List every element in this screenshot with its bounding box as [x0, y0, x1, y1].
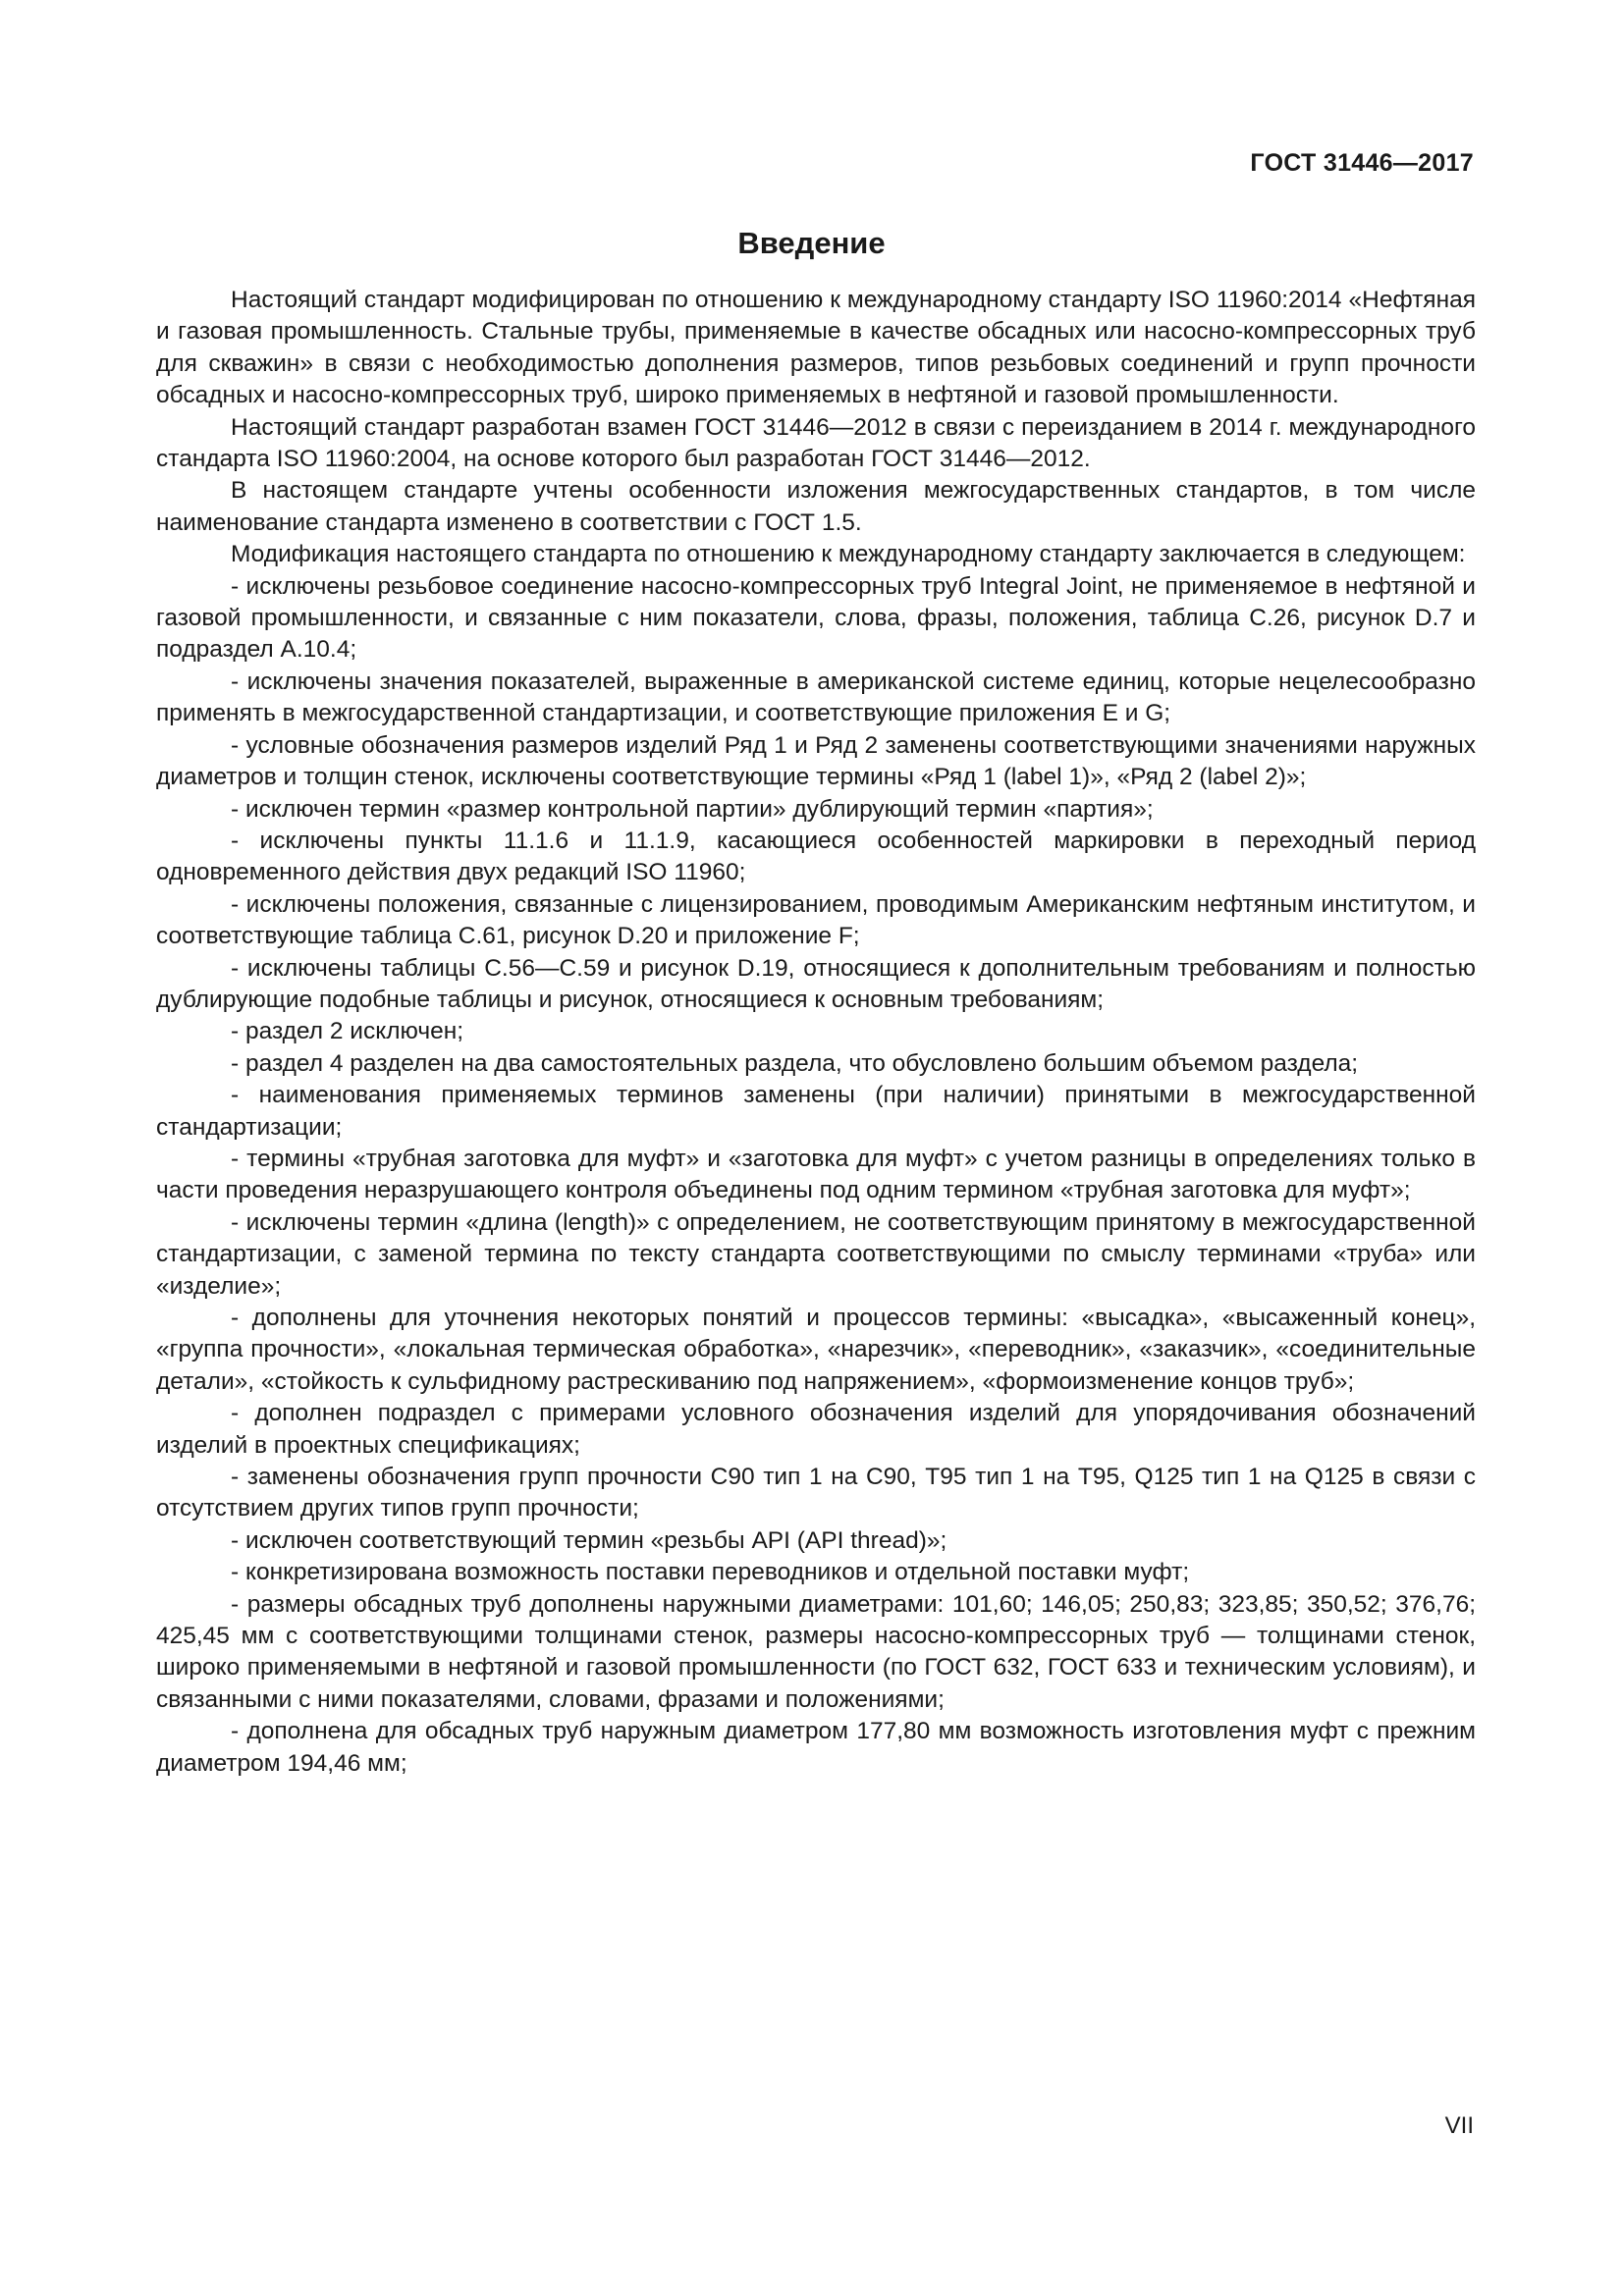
page-number: VII	[1444, 2112, 1474, 2139]
list-item: - заменены обозначения групп прочности С90 тип 1 на С90, Т95 тип 1 на Т95, Q125 тип 1 на Q125 в связи с отсутствием других типов групп прочности;	[156, 1464, 1476, 1522]
list-item: - исключены термин «длина (length)» с определением, не соответствующим принятому в межгосударственной стандартизации, с заменой термина по тексту стандарта соответствующими по смыслу терминами «труба» или «изделие»;	[156, 1208, 1476, 1300]
list-item: - дополнена для обсадных труб наружным диаметром 177,80 мм возможность изготовления муфт с прежним диаметром 194,46 мм;	[156, 1718, 1476, 1777]
list-item: - исключены значения показателей, выраженные в американской системе единиц, которые нецелесообразно применять в межгосударственной стандартизации, и соответствующие приложения Е и G;	[156, 667, 1476, 727]
list-item: - конкретизирована возможность поставки переводников и отдельной поставки муфт;	[231, 1559, 1190, 1586]
list-item: - термины «трубная заготовка для муфт» и «заготовка для муфт» с учетом разницы в определениях только в части проведения неразрушающего контроля объединены под одним термином «трубная заготовка для муфт»;	[156, 1145, 1476, 1204]
paragraph: Настоящий стандарт разработан взамен ГОСТ 31446—2012 в связи с переизданием в 2014 г. международного стандарта ISO 11960:2004, на основе которого был разработан ГОСТ 31446—2012.	[156, 413, 1476, 473]
list-item: - исключены резьбовое соединение насосно-компрессорных труб Integral Joint, не применяемое в нефтяной и газовой промышленности, и связанные с ним показатели, слова, фразы, положения, таблица С.26, рисунок D.7 и подраздел А.10.4;	[156, 572, 1476, 664]
list-item: - условные обозначения размеров изделий Ряд 1 и Ряд 2 заменены соответствующими значениями наружных диаметров и толщин стенок, исключены соответствующие термины «Ряд 1 (label 1)», «Ряд 2 (label 2)»;	[156, 731, 1476, 791]
list-item: - раздел 2 исключен;	[231, 1018, 464, 1045]
document-code: ГОСТ 31446—2017	[1250, 149, 1474, 177]
paragraph: Настоящий стандарт модифицирован по отношению к международному стандарту ISO 11960:2014 «Нефтяная и газовая промышленность. Стальные трубы, применяемые в качестве обсадных или насосно-компрессорных труб для скважин» в связи с необходимостью дополнения размеров, типов резьбовых соединений и групп прочности обсадных и насосно-компрессорных труб, широко применяемых в нефтяной и газовой промышленности.	[156, 287, 1476, 409]
paragraph: Модификация настоящего стандарта по отношению к международному стандарту заключается в следующем:	[231, 541, 1466, 568]
list-item: - исключены таблицы С.56—С.59 и рисунок D.19, относящиеся к дополнительным требованиям и полностью дублирующие подобные таблицы и рисунок, относящиеся к основным требованиям;	[156, 954, 1476, 1013]
list-item: - размеры обсадных труб дополнены наружными диаметрами: 101,60; 146,05; 250,83; 323,85; 350,52; 376,76; 425,45 мм с соответствующими толщинами стенок, размеры насосно-компрессорных труб — толщинами стенок, широко применяемыми в нефтяной и газовой промышленности (по ГОСТ 632, ГОСТ 633 и техническим условиям), и связанными с ними показателями, словами, фразами и положениями;	[156, 1590, 1476, 1713]
section-title: Введение	[737, 226, 886, 260]
list-item: - раздел 4 разделен на два самостоятельных раздела, что обусловлено большим объемом раздела;	[231, 1049, 1359, 1077]
list-item: - дополнен подраздел с примерами условного обозначения изделий для упорядочивания обозначений изделий в проектных спецификациях;	[156, 1400, 1476, 1459]
list-item: - исключены пункты 11.1.6 и 11.1.9, касающиеся особенностей маркировки в переходный период одновременного действия двух редакций ISO 11960;	[156, 827, 1476, 886]
list-item: - наименования применяемых терминов заменены (при наличии) принятыми в межгосударственной стандартизации;	[156, 1082, 1476, 1141]
list-item: - исключен соответствующий термин «резьбы API (API thread)»;	[231, 1526, 947, 1554]
paragraph: В настоящем стандарте учтены особенности изложения межгосударственных стандартов, в том числе наименование стандарта изменено в соответствии с ГОСТ 1.5.	[156, 477, 1476, 536]
list-item: - исключен термин «размер контрольной партии» дублирующий термин «партия»;	[231, 795, 1154, 823]
list-item: - исключены положения, связанные с лицензированием, проводимым Американским нефтяным институтом, и соответствующие таблица С.61, рисунок D.20 и приложение F;	[156, 890, 1476, 950]
list-item: - дополнены для уточнения некоторых понятий и процессов термины: «высадка», «высаженный конец», «группа прочности», «локальная термическая обработка», «нарезчик», «переводник», «заказчик», «соединительные детали», «стойкость к сульфидному растрескиванию под напряжением», «формоизменение концов труб»;	[156, 1305, 1476, 1395]
body-text	[156, 285, 1476, 1780]
